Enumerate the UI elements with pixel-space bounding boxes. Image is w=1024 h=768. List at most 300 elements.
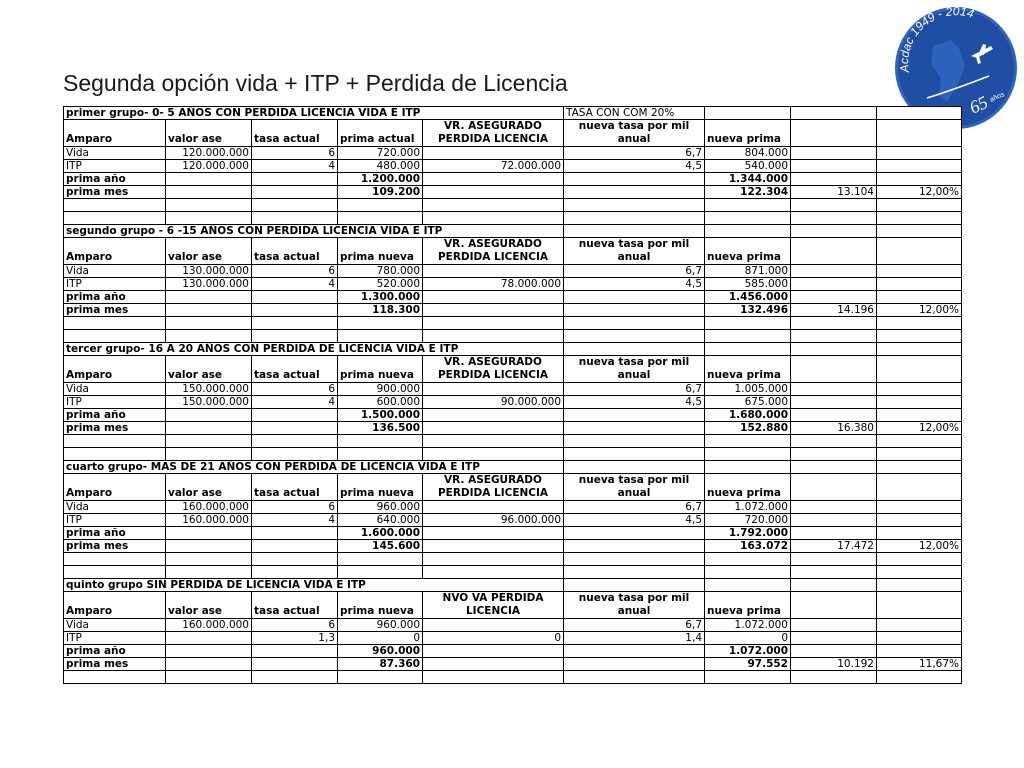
empty-cell	[877, 199, 962, 212]
column-header: nueva prima	[705, 356, 791, 383]
empty-cell	[705, 435, 791, 448]
table-cell	[166, 658, 252, 671]
table-cell	[564, 645, 705, 658]
table-cell: 4,5	[564, 514, 705, 527]
table-row	[64, 501, 962, 514]
empty-cell	[705, 212, 791, 225]
empty-cell	[705, 107, 791, 120]
empty-cell	[564, 566, 705, 579]
table-cell: 6	[252, 265, 338, 278]
table-cell	[564, 409, 705, 422]
table-cell: 1.500.000	[338, 409, 423, 422]
table-cell: Vida	[64, 619, 166, 632]
group-header-row	[64, 474, 962, 501]
table-row	[64, 527, 962, 540]
table-cell	[252, 422, 338, 435]
table-cell: 120.000.000	[166, 160, 252, 173]
table-cell: 122.304	[705, 186, 791, 199]
table-cell	[791, 527, 877, 540]
table-cell: 12,00%	[877, 422, 962, 435]
table-cell	[791, 383, 877, 396]
table-cell	[877, 291, 962, 304]
logo-arc-text: Acdac 1949 - 2014	[897, 6, 976, 74]
table-cell: Vida	[64, 501, 166, 514]
table-cell	[252, 186, 338, 199]
empty-cell	[877, 461, 962, 474]
table-cell: 1.344.000	[705, 173, 791, 186]
table-cell	[791, 265, 877, 278]
table-cell: 4	[252, 514, 338, 527]
empty-cell	[877, 448, 962, 461]
column-header: nueva tasa por mil anual	[564, 238, 705, 265]
table-cell: ITP	[64, 514, 166, 527]
table-cell: 0	[423, 632, 564, 645]
empty-cell	[423, 317, 564, 330]
empty-row	[64, 566, 962, 579]
empty-cell	[877, 330, 962, 343]
empty-cell	[252, 330, 338, 343]
table-cell	[423, 658, 564, 671]
table-cell	[877, 632, 962, 645]
column-header: Amparo	[64, 120, 166, 147]
group-title-row	[64, 107, 962, 120]
logo-anniversary-number: 65	[966, 91, 992, 118]
column-header: prima nueva	[338, 238, 423, 265]
group-title-row	[64, 461, 962, 474]
empty-cell	[791, 199, 877, 212]
table-cell: 6,7	[564, 619, 705, 632]
empty-cell	[877, 225, 962, 238]
table-cell: 6,7	[564, 501, 705, 514]
table-cell	[423, 409, 564, 422]
empty-cell	[791, 107, 877, 120]
table-cell: Vida	[64, 383, 166, 396]
empty-cell	[791, 343, 877, 356]
group-title: quinto grupo SIN PERDIDA DE LICENCIA VIDA E ITP	[64, 579, 564, 592]
empty-cell	[564, 225, 705, 238]
empty-cell	[564, 212, 705, 225]
table-cell	[252, 658, 338, 671]
table-row	[64, 173, 962, 186]
table-cell: 150.000.000	[166, 396, 252, 409]
table-cell	[166, 409, 252, 422]
empty-cell	[791, 566, 877, 579]
table-cell: 1.792.000	[705, 527, 791, 540]
table-cell: 4,5	[564, 396, 705, 409]
empty-cell	[423, 435, 564, 448]
column-header: valor ase	[166, 120, 252, 147]
empty-cell	[791, 553, 877, 566]
column-header: nueva prima	[705, 474, 791, 501]
group-title: segundo grupo - 6 -15 AÑOS CON PERDIDA LICENCIA VIDA E ITP	[64, 225, 564, 238]
table-cell: 136.500	[338, 422, 423, 435]
empty-cell	[705, 566, 791, 579]
table-cell	[166, 173, 252, 186]
table-cell: 6,7	[564, 265, 705, 278]
table-cell	[791, 514, 877, 527]
table-cell: 109.200	[338, 186, 423, 199]
column-header: valor ase	[166, 356, 252, 383]
table-cell: 6	[252, 619, 338, 632]
table-cell: 4	[252, 160, 338, 173]
table-cell	[877, 527, 962, 540]
table-cell: 1,3	[252, 632, 338, 645]
table-cell: prima año	[64, 527, 166, 540]
empty-cell	[705, 579, 791, 592]
empty-cell	[705, 199, 791, 212]
empty-cell	[564, 343, 705, 356]
empty-cell	[64, 435, 166, 448]
table-row	[64, 265, 962, 278]
empty-row	[64, 317, 962, 330]
table-cell	[877, 645, 962, 658]
column-header: nueva tasa por mil anual	[564, 592, 705, 619]
table-cell	[252, 645, 338, 658]
column-header: valor ase	[166, 474, 252, 501]
table-cell: 1.680.000	[705, 409, 791, 422]
empty-cell	[338, 435, 423, 448]
table-cell	[791, 501, 877, 514]
table-cell	[166, 422, 252, 435]
table-row	[64, 658, 962, 671]
table-cell	[564, 304, 705, 317]
table-cell	[791, 278, 877, 291]
table-row	[64, 186, 962, 199]
empty-cell	[705, 461, 791, 474]
table-cell: Vida	[64, 147, 166, 160]
empty-cell	[64, 330, 166, 343]
empty-cell	[64, 317, 166, 330]
column-header: tasa actual	[252, 120, 338, 147]
empty-cell	[877, 120, 962, 147]
table-cell	[423, 173, 564, 186]
empty-row	[64, 212, 962, 225]
column-header: tasa actual	[252, 356, 338, 383]
empty-cell	[877, 566, 962, 579]
table-cell	[564, 173, 705, 186]
empty-cell	[64, 199, 166, 212]
table-cell	[423, 383, 564, 396]
table-cell: 675.000	[705, 396, 791, 409]
table-cell: 130.000.000	[166, 265, 252, 278]
column-header: VR. ASEGURADO PERDIDA LICENCIA	[423, 120, 564, 147]
table-cell: prima mes	[64, 186, 166, 199]
table-cell: 12,00%	[877, 540, 962, 553]
empty-cell	[166, 212, 252, 225]
table-cell: 960.000	[338, 619, 423, 632]
table-cell: 1.456.000	[705, 291, 791, 304]
empty-cell	[338, 671, 423, 684]
empty-cell	[877, 107, 962, 120]
empty-cell	[423, 448, 564, 461]
table-cell: 152.880	[705, 422, 791, 435]
table-cell	[166, 186, 252, 199]
empty-cell	[564, 553, 705, 566]
table-cell: 130.000.000	[166, 278, 252, 291]
table-cell	[252, 304, 338, 317]
column-header: VR. ASEGURADO PERDIDA LICENCIA	[423, 474, 564, 501]
table-cell	[877, 514, 962, 527]
column-header: Amparo	[64, 356, 166, 383]
empty-cell	[791, 212, 877, 225]
table-cell: 1.005.000	[705, 383, 791, 396]
empty-cell	[252, 566, 338, 579]
group-header-row	[64, 238, 962, 265]
table-cell	[564, 540, 705, 553]
column-header: prima nueva	[338, 592, 423, 619]
table-cell	[423, 304, 564, 317]
table-cell: 1,4	[564, 632, 705, 645]
empty-cell	[252, 435, 338, 448]
table-cell: ITP	[64, 160, 166, 173]
table-cell	[166, 304, 252, 317]
column-header: Amparo	[64, 238, 166, 265]
table-cell: 520.000	[338, 278, 423, 291]
empty-cell	[791, 317, 877, 330]
table-cell: 97.552	[705, 658, 791, 671]
table-cell: 1.072.000	[705, 501, 791, 514]
empty-cell	[338, 317, 423, 330]
column-header: nueva tasa por mil anual	[564, 356, 705, 383]
empty-cell	[564, 671, 705, 684]
empty-cell	[338, 553, 423, 566]
table-cell: 132.496	[705, 304, 791, 317]
empty-cell	[338, 566, 423, 579]
table-cell	[791, 173, 877, 186]
empty-cell	[338, 330, 423, 343]
table-cell: 871.000	[705, 265, 791, 278]
slide-title: Segunda opción vida + ITP + Perdida de Licencia	[63, 70, 568, 96]
empty-cell	[877, 592, 962, 619]
empty-cell	[338, 212, 423, 225]
empty-cell	[252, 671, 338, 684]
table-cell	[791, 409, 877, 422]
table-cell: 4,5	[564, 160, 705, 173]
empty-cell	[166, 199, 252, 212]
empty-cell	[705, 671, 791, 684]
group-title: tercer grupo- 16 A 20 AÑOS CON PERDIDA DE LICENCIA VIDA E ITP	[64, 343, 564, 356]
table-cell	[423, 527, 564, 540]
group-title: primer grupo- 0- 5 AÑOS CON PERDIDA LICENCIA VIDA E ITP	[64, 107, 564, 120]
table-cell	[423, 265, 564, 278]
empty-cell	[877, 238, 962, 265]
empty-cell	[64, 553, 166, 566]
empty-cell	[338, 448, 423, 461]
group-header-row	[64, 356, 962, 383]
empty-cell	[564, 330, 705, 343]
group-title-row	[64, 579, 962, 592]
table-cell	[423, 291, 564, 304]
table-cell: 960.000	[338, 645, 423, 658]
empty-cell	[877, 356, 962, 383]
empty-cell	[705, 553, 791, 566]
table-cell: 720.000	[705, 514, 791, 527]
empty-cell	[791, 356, 877, 383]
table-cell	[252, 173, 338, 186]
table-cell: prima mes	[64, 540, 166, 553]
table-cell: ITP	[64, 632, 166, 645]
column-header: nueva prima	[705, 592, 791, 619]
empty-cell	[791, 435, 877, 448]
empty-row	[64, 199, 962, 212]
table-cell: 6	[252, 383, 338, 396]
empty-cell	[877, 579, 962, 592]
empty-cell	[877, 671, 962, 684]
empty-cell	[166, 566, 252, 579]
empty-cell	[166, 553, 252, 566]
table-cell: 6	[252, 501, 338, 514]
empty-cell	[791, 474, 877, 501]
table-cell: 17.472	[791, 540, 877, 553]
empty-cell	[564, 199, 705, 212]
empty-cell	[166, 317, 252, 330]
table-cell: 150.000.000	[166, 383, 252, 396]
table-cell: 6	[252, 147, 338, 160]
empty-cell	[791, 579, 877, 592]
column-header: Amparo	[64, 592, 166, 619]
empty-cell	[166, 671, 252, 684]
premium-table	[63, 106, 962, 684]
empty-cell	[877, 317, 962, 330]
table-cell: 4	[252, 278, 338, 291]
table-cell	[166, 540, 252, 553]
empty-cell	[166, 330, 252, 343]
group-title-row	[64, 225, 962, 238]
table-cell: 1.200.000	[338, 173, 423, 186]
tasa-label: TASA CON COM 20%	[564, 107, 705, 120]
empty-cell	[791, 448, 877, 461]
table-cell	[252, 409, 338, 422]
table-cell	[423, 147, 564, 160]
logo-anniversary-word: años	[988, 91, 1006, 104]
group-header-row	[64, 592, 962, 619]
table-cell	[877, 265, 962, 278]
table-cell	[791, 160, 877, 173]
empty-cell	[705, 317, 791, 330]
table-cell: 6,7	[564, 147, 705, 160]
empty-cell	[791, 120, 877, 147]
group-header-row	[64, 120, 962, 147]
table-cell: ITP	[64, 278, 166, 291]
table-cell: 480.000	[338, 160, 423, 173]
empty-cell	[252, 448, 338, 461]
group-title: cuarto grupo- MAS DE 21 AÑOS CON PERDIDA DE LICENCIA VIDA E ITP	[64, 461, 564, 474]
table-cell: 12,00%	[877, 186, 962, 199]
empty-cell	[64, 671, 166, 684]
empty-cell	[877, 212, 962, 225]
column-header: nueva tasa por mil anual	[564, 120, 705, 147]
empty-cell	[791, 461, 877, 474]
table-cell: 160.000.000	[166, 501, 252, 514]
table-cell	[564, 527, 705, 540]
empty-row	[64, 330, 962, 343]
table-row	[64, 645, 962, 658]
table-cell	[877, 160, 962, 173]
table-cell: 640.000	[338, 514, 423, 527]
table-row	[64, 422, 962, 435]
column-header: prima nueva	[338, 356, 423, 383]
table-row	[64, 304, 962, 317]
empty-cell	[877, 474, 962, 501]
table-cell	[564, 422, 705, 435]
empty-cell	[166, 435, 252, 448]
table-row	[64, 619, 962, 632]
table-cell	[877, 278, 962, 291]
empty-cell	[791, 671, 877, 684]
table-cell: Vida	[64, 265, 166, 278]
table-row	[64, 278, 962, 291]
table-cell: 1.072.000	[705, 645, 791, 658]
table-cell	[877, 396, 962, 409]
empty-cell	[64, 448, 166, 461]
empty-cell	[877, 343, 962, 356]
column-header: prima nueva	[338, 474, 423, 501]
table-cell: 14.196	[791, 304, 877, 317]
column-header: nueva tasa por mil anual	[564, 474, 705, 501]
empty-cell	[564, 435, 705, 448]
table-cell	[877, 147, 962, 160]
table-cell	[564, 186, 705, 199]
empty-cell	[791, 330, 877, 343]
table-cell: 600.000	[338, 396, 423, 409]
table-cell: 1.072.000	[705, 619, 791, 632]
column-header: NVO VA PERDIDA LICENCIA	[423, 592, 564, 619]
table-cell: 0	[705, 632, 791, 645]
empty-cell	[338, 199, 423, 212]
empty-cell	[564, 448, 705, 461]
table-cell	[564, 658, 705, 671]
column-header: prima actual	[338, 120, 423, 147]
empty-cell	[705, 343, 791, 356]
empty-cell	[564, 579, 705, 592]
empty-cell	[423, 566, 564, 579]
table-cell	[877, 383, 962, 396]
table-cell: prima año	[64, 645, 166, 658]
table-cell: 163.072	[705, 540, 791, 553]
table-cell: ITP	[64, 396, 166, 409]
table-cell	[791, 619, 877, 632]
table-cell	[877, 409, 962, 422]
table-cell: 11,67%	[877, 658, 962, 671]
column-header: valor ase	[166, 238, 252, 265]
table-cell: 120.000.000	[166, 147, 252, 160]
empty-cell	[423, 212, 564, 225]
empty-cell	[791, 225, 877, 238]
table-cell	[423, 186, 564, 199]
empty-cell	[877, 553, 962, 566]
empty-row	[64, 671, 962, 684]
table-cell	[166, 632, 252, 645]
table-cell	[423, 645, 564, 658]
table-cell	[791, 396, 877, 409]
table-cell: 0	[338, 632, 423, 645]
table-cell: prima mes	[64, 658, 166, 671]
table-cell	[564, 291, 705, 304]
table-row	[64, 540, 962, 553]
table-cell: 1.600.000	[338, 527, 423, 540]
column-header: tasa actual	[252, 238, 338, 265]
empty-cell	[423, 553, 564, 566]
column-header: Amparo	[64, 474, 166, 501]
table-cell	[252, 527, 338, 540]
empty-cell	[564, 461, 705, 474]
table-row	[64, 514, 962, 527]
table-cell	[423, 422, 564, 435]
column-header: VR. ASEGURADO PERDIDA LICENCIA	[423, 238, 564, 265]
table-cell: 4,5	[564, 278, 705, 291]
table-cell: 90.000.000	[423, 396, 564, 409]
table-cell	[423, 501, 564, 514]
